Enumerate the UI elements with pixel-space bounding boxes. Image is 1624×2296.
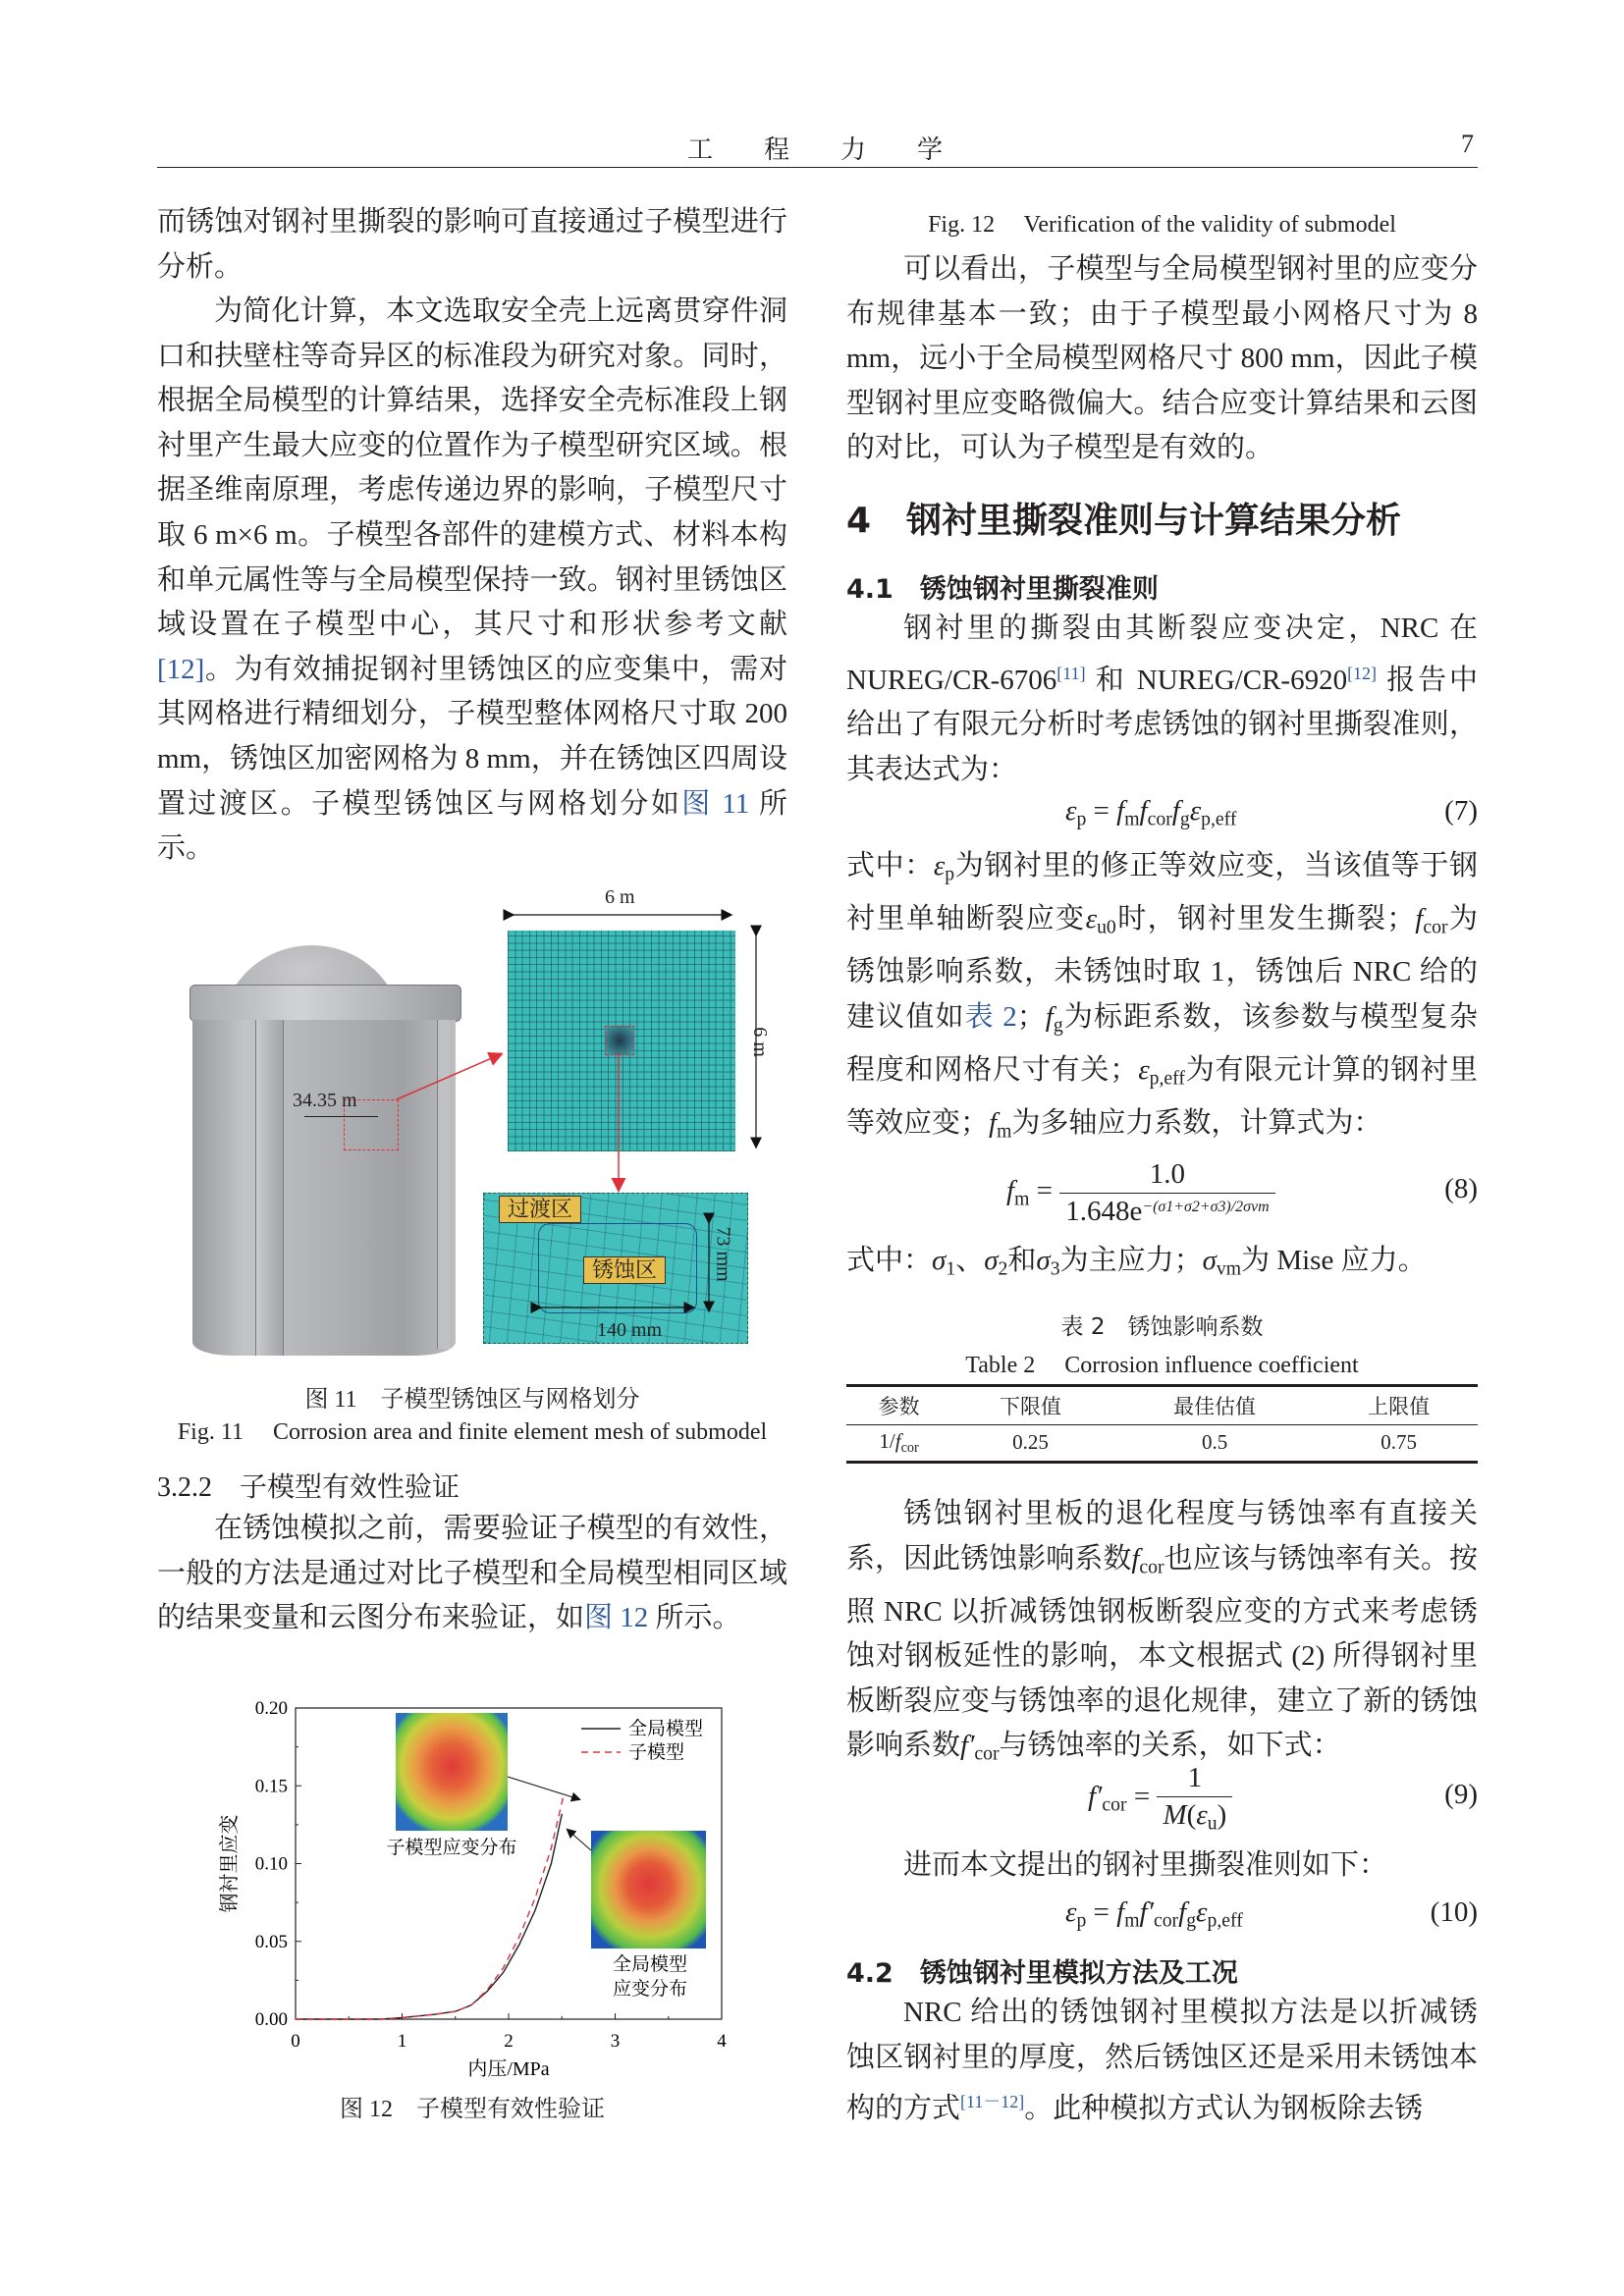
math-symbol: $f_m$ (1006, 1175, 1030, 1210)
global-inset-label: 全局模型 (612, 1954, 688, 1975)
subscript: 2 (998, 1257, 1008, 1280)
math-symbol: $\varepsilon_p$ (1065, 795, 1087, 830)
cross-reference-link[interactable]: [12] (157, 653, 205, 685)
text-run: 所示。 (157, 787, 787, 865)
table-2-title-en: Table 2 Corrosion influence coefficient (965, 1353, 1359, 1378)
figure-12-caption-en: Fig. 12 Verification of the validity of submodel (928, 212, 1396, 238)
figure-12-caption-cn: 图 12 子模型有效性验证 (340, 2097, 605, 2122)
math-symbol: $f_{cor}$ (1139, 795, 1172, 830)
table-header: 下限值 (951, 1386, 1110, 1425)
table-row (846, 1425, 1478, 1463)
text-run: = (1086, 1896, 1117, 1928)
y-axis-label: 钢衬里应变 (219, 1814, 241, 1913)
text-run: 钢衬里的撕裂由其断裂应变决定，NRC 在 NUREG/CR-6706 (846, 613, 1478, 696)
math-symbol: $f_{cor}$ (1415, 903, 1448, 938)
text-run: 为有限元计算的钢衬里等效应变； (846, 1053, 1478, 1140)
table-cell: 0.5 (1110, 1425, 1320, 1463)
paragraph (846, 247, 1478, 471)
legend-label: 全局模型 (628, 1719, 704, 1739)
sub-inset (396, 1713, 508, 1831)
table-header-row (846, 1386, 1478, 1425)
y-tick-label: 0.10 (254, 1853, 288, 1875)
equation-7 (1065, 795, 1236, 831)
equation-8-numerator: 1.0 (1149, 1158, 1186, 1190)
equation-9-lhs (1088, 1780, 1158, 1816)
citation-link[interactable]: [12] (1347, 663, 1378, 683)
math-symbol: $\sigma_2$ (984, 1245, 1008, 1280)
y-tick-label: 0.15 (254, 1776, 288, 1797)
equation-10 (1065, 1896, 1243, 1933)
figure-12-chart (157, 1688, 790, 2081)
subscript: cor (1102, 1793, 1127, 1816)
x-tick-label: 4 (717, 2031, 727, 2052)
math-symbol: $f_m$ (1116, 1896, 1140, 1932)
text-run: = (1029, 1175, 1060, 1207)
math-symbol: $\varepsilon_{u0}$ (1085, 903, 1116, 938)
text-run: 为简化计算，本文选取安全壳上远离贯穿件洞口和扶壁柱等奇异区的标准段为研究对象。同时，根据全局模型的计算结果，选择安全壳标准段上钢衬里产生最大应变的位置作为子模型研究区域。根据圣维南原理，考虑传递边界的影响，子模型尺寸取 6 m×6 m。子模型各部件的建模方式、材料本构和单元属性等与全局模型保持一致。钢衬里锈蚀区域设置在子模型中心，其尺寸和形状参考文献 (157, 295, 787, 641)
global-inset-label: 应变分布 (612, 1979, 688, 2000)
equation-9 (1088, 1762, 1232, 1836)
text-run: ； (1016, 1000, 1046, 1033)
corrosion-zone-label: 锈蚀区 (583, 1256, 666, 1284)
transition-zone-label: 过渡区 (499, 1196, 581, 1223)
math-symbol: $f_{cor}$ (894, 1429, 919, 1456)
text-run: 1/ (879, 1429, 895, 1453)
subscript: m (1124, 1909, 1140, 1932)
equation-8 (1006, 1158, 1275, 1228)
subscript: cor (900, 1439, 919, 1456)
table-header: 参数 (846, 1386, 951, 1425)
math-symbol: $f_g$ (1045, 1000, 1063, 1037)
table-cell: 0.75 (1320, 1425, 1478, 1463)
paragraph (846, 1991, 1478, 2132)
text-run: 为锈蚀影响系数，未锈蚀时取 1，锈蚀后 NRC 给的建议值如 (846, 903, 1478, 1033)
section-heading-4-2: 4.2 锈蚀钢衬里模拟方法及工况 (846, 1958, 1238, 1989)
zoom-arrow (397, 1054, 501, 1099)
figure-11-caption-en: Fig. 11 Corrosion area and finite element mesh of submodel (177, 1419, 768, 1445)
subscript: g (1053, 1014, 1063, 1037)
text-run: 式中： (846, 850, 934, 881)
subscript: p (945, 863, 955, 885)
page-number: 7 (1461, 130, 1474, 158)
corrosion-height-label: 73 mm (712, 1226, 734, 1282)
math-symbol: $f'_{cor}$ (1088, 1780, 1127, 1816)
cross-reference-link[interactable]: 表 2 (964, 1000, 1017, 1033)
section-heading-3-2-2: 3.2.2 子模型有效性验证 (157, 1472, 460, 1503)
subscript: g (1186, 1909, 1197, 1932)
text-run: 报告中给出了有限元分析时考虑锈蚀的钢衬里撕裂准则，其表达式为： (846, 664, 1478, 785)
subscript: p,eff (1207, 1909, 1243, 1932)
text-run: 为 Mise 应力。 (1241, 1245, 1427, 1276)
text-run: 进而本文提出的钢衬里撕裂准则如下： (903, 1849, 1388, 1881)
table-cell (846, 1425, 951, 1463)
text-run: 时，钢衬里发生撕裂； (1115, 903, 1416, 935)
table-cell: 0.25 (951, 1425, 1110, 1463)
subscript: m (1014, 1188, 1030, 1210)
text-run: 可以看出，子模型与全局模型钢衬里的应变分布规律基本一致；由于子模型最小网格尺寸为 8 mm，远小于全局模型网格尺寸 800 mm，因此子模型钢衬里应变略微偏大。结合应变计算结果和云图的对比，可认为子模型是有效的。 (846, 253, 1478, 464)
paragraph (846, 1239, 1478, 1292)
paragraph (846, 607, 1478, 792)
text-run: 为钢衬里的修正等效应变，当该值等于钢衬里单轴断裂应变 (846, 850, 1478, 935)
math-symbol: $f_{cor}$ (1131, 1542, 1164, 1578)
equation-8-denominator (1059, 1193, 1274, 1228)
subscript: 1 (946, 1257, 956, 1280)
table-2 (846, 1384, 1478, 1464)
text-run: 。此种模拟方式认为钢板除去锈 (1024, 2093, 1424, 2125)
subscript: u (1207, 1812, 1218, 1835)
equation-8-fraction (1059, 1158, 1274, 1228)
citation-link[interactable]: [11] (1056, 663, 1086, 683)
elevation-label: 34.35 m (293, 1090, 357, 1111)
table-header: 最佳估值 (1110, 1386, 1320, 1425)
section-heading-4-1: 4.1 锈蚀钢衬里撕裂准则 (846, 574, 1159, 605)
figure-11-annotations (157, 883, 790, 1355)
x-tick-label: 3 (610, 2031, 621, 2052)
x-tick-label: 0 (291, 2031, 300, 2052)
subscript: vm (1216, 1257, 1242, 1280)
paragraph (846, 1492, 1478, 1778)
text-run: 为多轴应力系数，计算式为： (1011, 1107, 1382, 1140)
text-run: 锈蚀钢衬里板的退化程度与锈蚀率有直接关系，因此锈蚀影响系数 (846, 1498, 1478, 1575)
subscript: cor (974, 1743, 1000, 1765)
sub-inset-label: 子模型应变分布 (386, 1838, 517, 1858)
math-symbol: $\sigma_1$ (932, 1245, 956, 1280)
math-symbol: $\sigma_3$ (1036, 1245, 1060, 1280)
text-run: 为主应力； (1059, 1245, 1203, 1276)
subscript: p,eff (1149, 1067, 1185, 1090)
text-run: 也应该与锈蚀率有关。按照 NRC 以折减锈蚀钢板断裂应变的方式来考虑锈蚀对钢板延性的影响，本文根据式 (2) 所得钢衬里板断裂应变与锈蚀率的退化规律，建立了新的锈蚀影响系数 (846, 1542, 1478, 1762)
equation-9-number: (9) (1444, 1779, 1478, 1810)
math-symbol: $f_m$ (989, 1107, 1012, 1143)
text-run: 与锈蚀率的关系，如下式： (999, 1730, 1341, 1762)
figure-11-caption-cn: 图 11 子模型锈蚀区与网格划分 (304, 1387, 640, 1413)
text-run: 和 (1007, 1245, 1037, 1276)
table-header: 上限值 (1320, 1386, 1478, 1425)
subscript: p (1076, 808, 1087, 830)
subscript: cor (1147, 808, 1172, 830)
height-label: 6 m (748, 1027, 771, 1057)
math-symbol: $\varepsilon_{p,eff}$ (1138, 1053, 1185, 1090)
section-heading-4: 4 钢衬里撕裂准则与计算结果分析 (846, 501, 1402, 541)
text-run: 。为有效捕捉钢衬里锈蚀区的应变集中，需对其网格进行精细划分，子模型整体网格尺寸取 200 mm，锈蚀区加密网格为 8 mm，并在锈蚀区四周设置过渡区。子模型锈蚀区与网格划分如 (157, 653, 787, 820)
math-symbol: $\sigma_{vm}$ (1202, 1245, 1242, 1280)
figure-11 (157, 883, 790, 1355)
equation-7-number: (7) (1444, 795, 1478, 827)
text-run: 而锈蚀对钢衬里撕裂的影响可直接通过子模型进行分析。 (157, 206, 787, 283)
text-run: 、 (955, 1245, 985, 1276)
text-run: ( (1186, 1799, 1197, 1831)
equation-10-number: (10) (1430, 1896, 1478, 1928)
equation-9-denominator (1157, 1796, 1232, 1836)
math-symbol: $f_m$ (1116, 795, 1140, 830)
citation-link[interactable]: [11－12] (960, 2092, 1025, 2112)
paragraph (846, 1843, 1478, 1889)
cross-reference-link[interactable]: 图 11 (681, 787, 750, 820)
x-axis-label: 内压/MPa (467, 2058, 550, 2080)
math-symbol: $\varepsilon_u$ (1196, 1799, 1218, 1835)
math-symbol: $f_g$ (1178, 1896, 1197, 1932)
paragraph (157, 1507, 787, 1641)
equation-9-fraction (1157, 1762, 1232, 1836)
text-run: = (1126, 1780, 1158, 1812)
x-tick-label: 2 (504, 2031, 514, 2052)
math-symbol: M (1163, 1799, 1187, 1831)
subscript: cor (1423, 916, 1448, 938)
equation-8-number: (8) (1444, 1173, 1478, 1204)
text-run: = (1086, 795, 1117, 827)
paragraph (846, 844, 1478, 1154)
sub-inset-pointer (508, 1777, 579, 1799)
math-symbol: $\varepsilon_p$ (1065, 1896, 1087, 1932)
y-tick-label: 0.00 (254, 2009, 288, 2030)
journal-title: 工 程 力 学 (687, 135, 944, 164)
text-run: NRC 给出的锈蚀钢衬里模拟方法是以折减锈蚀区钢衬里的厚度，然后锈蚀区还是采用未锈蚀本构的方式 (846, 1997, 1478, 2125)
x-tick-label: 1 (397, 2031, 407, 2052)
global-inset (591, 1831, 706, 1949)
subscript: cor (1139, 1556, 1164, 1578)
math-symbol: $f_g$ (1171, 795, 1190, 830)
subscript: g (1179, 808, 1190, 830)
subscript: m (1124, 808, 1140, 830)
y-tick-label: 0.05 (254, 1931, 288, 1952)
text-run: 式中： (846, 1245, 933, 1276)
header-rule (157, 167, 1478, 168)
math-symbol: $f'_{cor}$ (1139, 1896, 1179, 1932)
math-symbol: $\varepsilon_p$ (933, 850, 955, 885)
subscript: p (1076, 1909, 1087, 1932)
subscript: u0 (1097, 916, 1116, 938)
corrosion-width-label: 140 mm (597, 1319, 663, 1341)
table-2-title-cn: 表 2 锈蚀影响系数 (1060, 1314, 1264, 1340)
den-exponent: −(σ1+σ2+σ3)/2σvm (1142, 1199, 1270, 1216)
text-run: 和 NUREG/CR-6920 (1085, 664, 1348, 696)
text-run: 为标距系数，该参数与模型复杂程度和网格尺寸有关； (846, 1000, 1478, 1086)
subscript: cor (1153, 1909, 1179, 1932)
y-tick-label: 0.20 (254, 1698, 288, 1719)
text-run: 所示。 (648, 1602, 741, 1634)
den-base: 1.648e (1065, 1196, 1143, 1227)
global-inset-pointer (568, 1830, 591, 1850)
width-label: 6 m (605, 886, 635, 908)
text-run: ) (1217, 1799, 1227, 1831)
math-symbol: $\varepsilon_{p,eff}$ (1189, 795, 1237, 830)
legend-label: 子模型 (628, 1742, 685, 1763)
subscript: m (997, 1120, 1012, 1143)
equation-9-numerator: 1 (1187, 1762, 1203, 1793)
paragraph (157, 290, 787, 872)
subscript: 3 (1050, 1257, 1060, 1280)
text-run: 在锈蚀模拟之前，需要验证子模型的有效性，一般的方法是通过对比子模型和全局模型相同区域的结果变量和云图分布来验证，如 (157, 1513, 787, 1634)
math-symbol: $f'_{cor}$ (960, 1730, 1000, 1765)
paragraph (157, 200, 787, 290)
subscript: p,eff (1201, 808, 1237, 830)
cross-reference-link[interactable]: 图 12 (584, 1602, 649, 1634)
equation-8-lhs (1006, 1175, 1060, 1210)
math-symbol: $\varepsilon_{p,eff}$ (1196, 1896, 1243, 1932)
